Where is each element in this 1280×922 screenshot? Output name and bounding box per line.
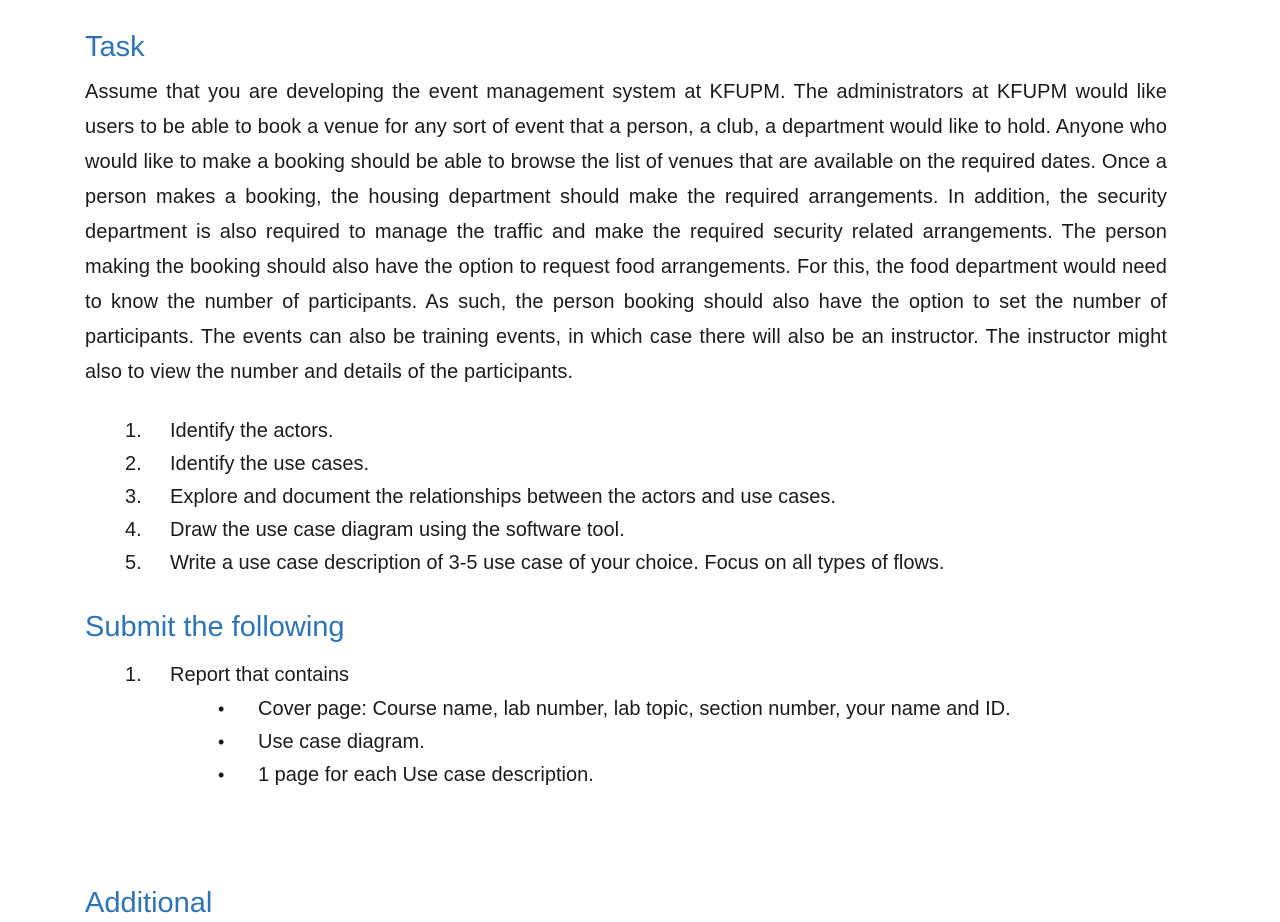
bullet-item [218, 726, 1167, 759]
bullet-text: 1 page for each Use case description. [258, 764, 594, 786]
list-item [125, 514, 1167, 547]
submit-bullet-list [85, 693, 1167, 792]
list-text: Report that contains [170, 664, 349, 686]
list-item [125, 481, 1167, 514]
bullet-text: Use case diagram. [258, 731, 425, 753]
bullet-item [218, 759, 1167, 792]
list-item [125, 415, 1167, 448]
task-steps-list [85, 415, 1167, 580]
bullet-icon: • [218, 732, 225, 752]
task-heading: Task [85, 31, 145, 63]
list-item [125, 658, 1167, 692]
list-item [125, 448, 1167, 481]
list-number: 3. [125, 486, 142, 508]
bullet-icon: • [218, 765, 225, 785]
submit-heading: Submit the following [85, 611, 345, 643]
bullet-item [218, 693, 1167, 726]
list-item [125, 547, 1167, 580]
list-text: Identify the use cases. [170, 453, 370, 475]
additional-heading-partial: Additional [85, 887, 213, 919]
list-number: 5. [125, 552, 142, 574]
list-number: 2. [125, 453, 142, 475]
list-number: 4. [125, 519, 142, 541]
list-text: Write a use case description of 3-5 use case of your choice. Focus on all types of flows. [170, 552, 945, 574]
bullet-icon: • [218, 699, 225, 719]
task-paragraph: Assume that you are developing the event management system at KFUPM. The administrators at KFUPM would like users to be able to book a venue for any sort of event that a person, a club, a department would like to hold. Anyone who would like to make a booking should be able to browse the list of venues that are available on the required dates. Once a person makes a booking, the housing department should make the required arrangements. In addition, the security department is also required to manage the traffic and make the required security related arrangements. The person making the booking should also have the option to request food arrangements. For this, the food department would need to know the number of participants. As such, the person booking should also have the option to set the number of participants. The events can also be training events, in which case there will also be an instructor. The instructor might also to view the number and details of the participants. [85, 81, 1167, 383]
list-text: Explore and document the relationships between the actors and use cases. [170, 486, 836, 508]
submit-steps-list [85, 658, 1167, 692]
bullet-text: Cover page: Course name, lab number, lab topic, section number, your name and ID. [258, 698, 1011, 720]
list-number: 1. [125, 420, 142, 442]
list-text: Identify the actors. [170, 420, 334, 442]
list-number: 1. [125, 664, 142, 686]
list-text: Draw the use case diagram using the software tool. [170, 519, 625, 541]
